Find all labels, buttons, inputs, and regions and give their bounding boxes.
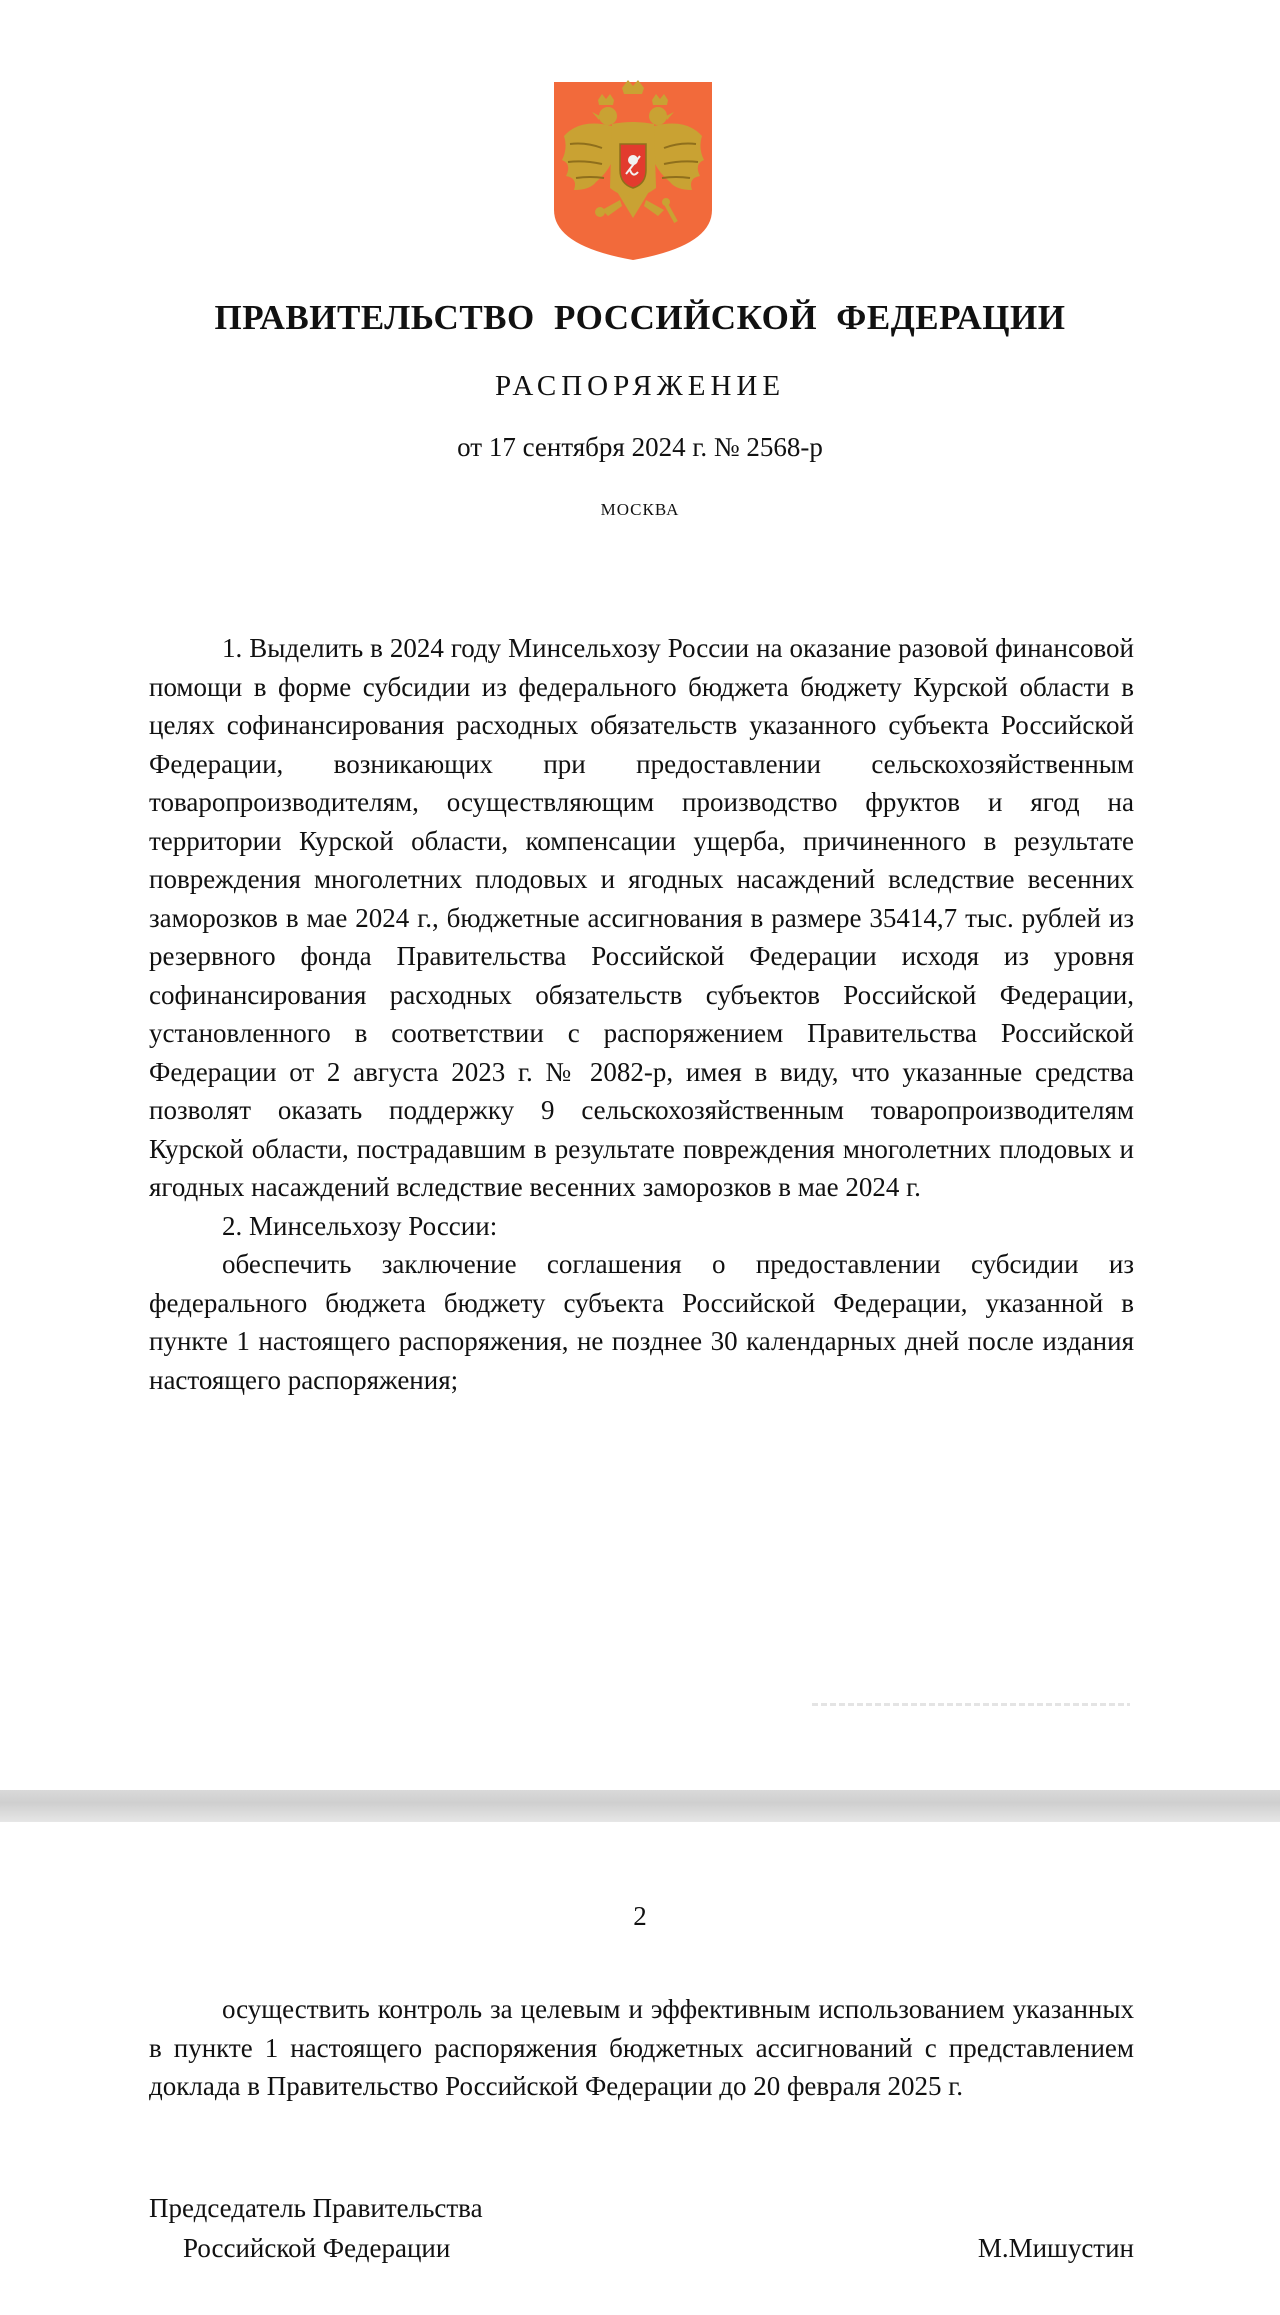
- page-2-body: [149, 1990, 1134, 2106]
- signer-position: [149, 2188, 483, 2268]
- faint-scan-line: [812, 1703, 1130, 1706]
- paragraph-1: 1. Выделить в 2024 году Минсельхозу России на оказание разовой финансовой помощи в форме субсидии из федерального бюджета бюджету Курской области в целях софинансирования расходных обязательств указанного субъекта Российской Федерации, возникающих при предоставлении сельскохозяйственным товаропроизводителям, осуществляющим производство фруктов и ягод на территории Курской области, компенсации ущерба, причиненного в результате повреждения многолетних плодовых и ягодных насаждений вследствие весенних заморозков в мае 2024 г., бюджетные ассигнования в размере 35414,7 тыс. рублей из резервного фонда Правительства Российской Федерации исходя из уровня софинансирования расходных обязательств субъектов Российской Федерации, установленного в соответствии с распоряжением Правительства Российской Федерации от 2 августа 2023 г. № 2082-р, имея в виду, что указанные средства позволят оказать поддержку 9 сельскохозяйственным товаропроизводителям Курской области, пострадавшим в результате повреждения многолетних плодовых и ягодных насаждений вследствие весенних заморозков в мае 2024 г.: [149, 633, 1134, 1202]
- document-type: РАСПОРЯЖЕНИЕ: [494, 370, 786, 402]
- signer-name: М.Мишустин: [977, 2233, 1134, 2263]
- paragraph-2-item-1: обеспечить заключение соглашения о предоставлении субсидии из федерального бюджета бюджету субъекта Российской Федерации, указанной в пункте 1 настоящего распоряжения, не позднее 30 календарных дней после издания настоящего распоряжения;: [149, 1249, 1134, 1395]
- signer-position-line-1: Председатель Правительства: [149, 2193, 483, 2223]
- signer-position-line-2: Российской Федерации: [183, 2233, 451, 2263]
- document-city: МОСКВА: [600, 500, 680, 519]
- document-date-number: от 17 сентября 2024 г. № 2568-р: [457, 432, 823, 462]
- government-title: ПРАВИТЕЛЬСТВО РОССИЙСКОЙ ФЕДЕРАЦИИ: [214, 298, 1066, 337]
- page-separator: [0, 1790, 1280, 1822]
- coat-of-arms-icon: [550, 78, 716, 264]
- paragraph-2: 2. Минсельхозу России:: [222, 1210, 498, 1241]
- page-number: 2: [633, 1901, 647, 1931]
- paragraph-2-item-2: осуществить контроль за целевым и эффективным использованием указанных в пункте 1 настоящего распоряжения бюджетных ассигнований с представлением доклада в Правительство Российской Федерации до 20 февраля 2025 г.: [149, 1994, 1134, 2101]
- page-1-body: [149, 629, 1134, 1399]
